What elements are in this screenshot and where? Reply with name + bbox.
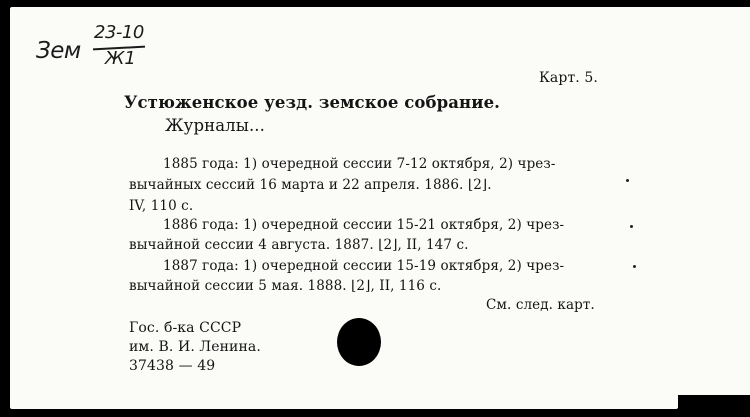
library-stamp-line: им. В. И. Ленина. bbox=[129, 339, 261, 355]
continuation-note: См. след. карт. bbox=[486, 297, 595, 313]
card-heading: Устюженское уезд. земское собрание. bbox=[124, 93, 501, 112]
entry-line: вычайной сессии 4 августа. 1887. ⌊2⌋, II, 147 с. bbox=[129, 237, 469, 253]
handwritten-prefix: Зем bbox=[36, 38, 81, 64]
entry-line: 1886 года: 1) очередной сессии 15-21 октября, 2) чрез- bbox=[163, 217, 565, 233]
scan-speck bbox=[626, 179, 629, 182]
library-stamp-line: Гос. б-ка СССР bbox=[129, 320, 242, 336]
handwritten-numerator: 23-10 bbox=[94, 22, 144, 43]
card-number: Карт. 5. bbox=[539, 70, 598, 86]
handwritten-denominator: Ж1 bbox=[105, 48, 136, 69]
library-stamp-line: 37438 — 49 bbox=[129, 358, 216, 374]
scan-speck bbox=[630, 225, 633, 228]
catalog-card-edge bbox=[676, 7, 750, 395]
scan-speck bbox=[633, 265, 636, 268]
card-subheading: Журналы... bbox=[165, 116, 265, 135]
entry-line: вычайных сессий 16 марта и 22 апреля. 1886. ⌊2⌋. bbox=[129, 177, 492, 193]
entry-line: 1885 года: 1) очередной сессии 7-12 октября, 2) чрез- bbox=[163, 156, 556, 172]
entry-line: IV, 110 с. bbox=[129, 198, 194, 214]
entry-line: вычайной сессии 5 мая. 1888. ⌊2⌋, II, 116 с. bbox=[129, 278, 442, 294]
entry-line: 1887 года: 1) очередной сессии 15-19 октября, 2) чрез- bbox=[163, 258, 565, 274]
card-punch-hole bbox=[337, 318, 381, 366]
